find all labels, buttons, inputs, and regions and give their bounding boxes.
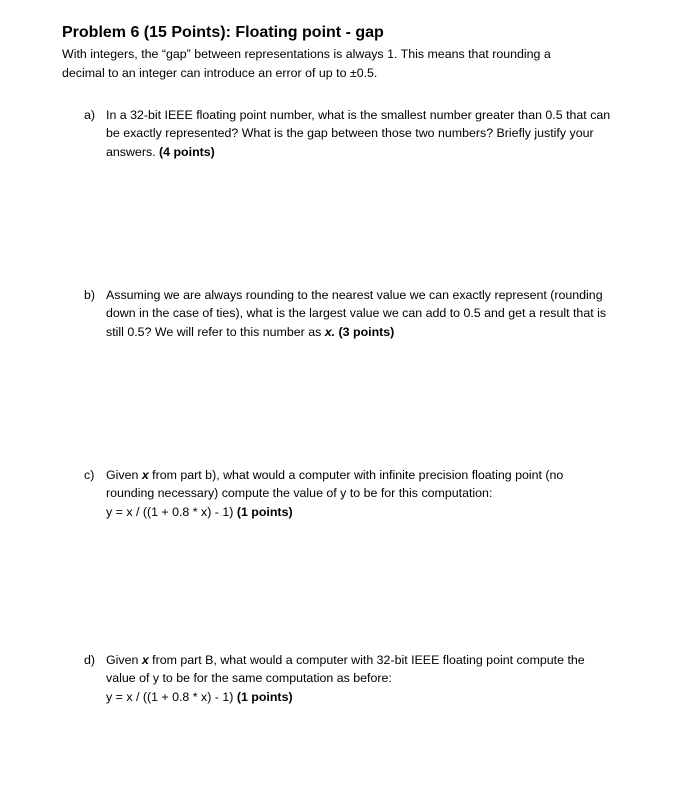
variable-x: x. [324,324,336,339]
question-line [106,143,654,161]
part-marker: c) [84,468,95,482]
question-text: from part B, what would a computer with 32-bit IEEE floating point compute the [148,653,585,667]
formula-line [106,688,654,706]
part-marker: b) [84,288,96,302]
question-line [106,466,654,484]
points-label: (1 points) [236,504,293,519]
question-line: be exactly represented? What is the gap between those two numbers? Briefly justify your [106,126,594,141]
question-line: down in the case of ties), what is the largest value we can add to 0.5 and get a result that is [106,306,607,321]
formula-line [106,503,654,521]
part-body [106,286,654,341]
question-text: Given [106,468,142,482]
variable-x: x [141,653,149,667]
part-marker: a) [84,108,96,122]
question-text: from part b), what would a computer with infinite precision floating point (no [148,468,564,482]
intro-paragraph [62,45,622,83]
question-line [106,323,654,341]
part-marker: d) [84,653,96,667]
intro-line: With integers, the “gap” between representations is always 1. This means that rounding a [62,47,551,61]
points-label: (1 points) [236,689,293,704]
points-label: (4 points) [159,144,215,159]
variable-x: x [141,468,149,482]
formula: y = x / ((1 + 0.8 * x) - 1) [106,504,237,519]
points-label: (3 points) [335,324,395,339]
question-line: rounding necessary) compute the value of y to be for this computation: [106,486,493,501]
part-body [106,651,654,706]
question-line: In a 32-bit IEEE floating point number, what is the smallest number greater than 0.5 that can [106,108,611,122]
problem-title: Problem 6 (15 Points): Floating point - gap [62,24,384,41]
part-body [106,466,654,521]
question-line [106,651,654,669]
part-body [106,106,654,161]
question-text: answers. [106,144,160,159]
intro-line: decimal to an integer can introduce an error of up to ±0.5. [62,66,378,80]
question-text: Given [106,653,142,667]
question-text: still 0.5? We will refer to this number as [106,324,325,339]
formula: y = x / ((1 + 0.8 * x) - 1) [106,689,237,704]
question-line: value of y to be for the same computation as before: [106,671,392,686]
question-line: Assuming we are always rounding to the nearest value we can exactly represent (rounding [106,288,603,302]
